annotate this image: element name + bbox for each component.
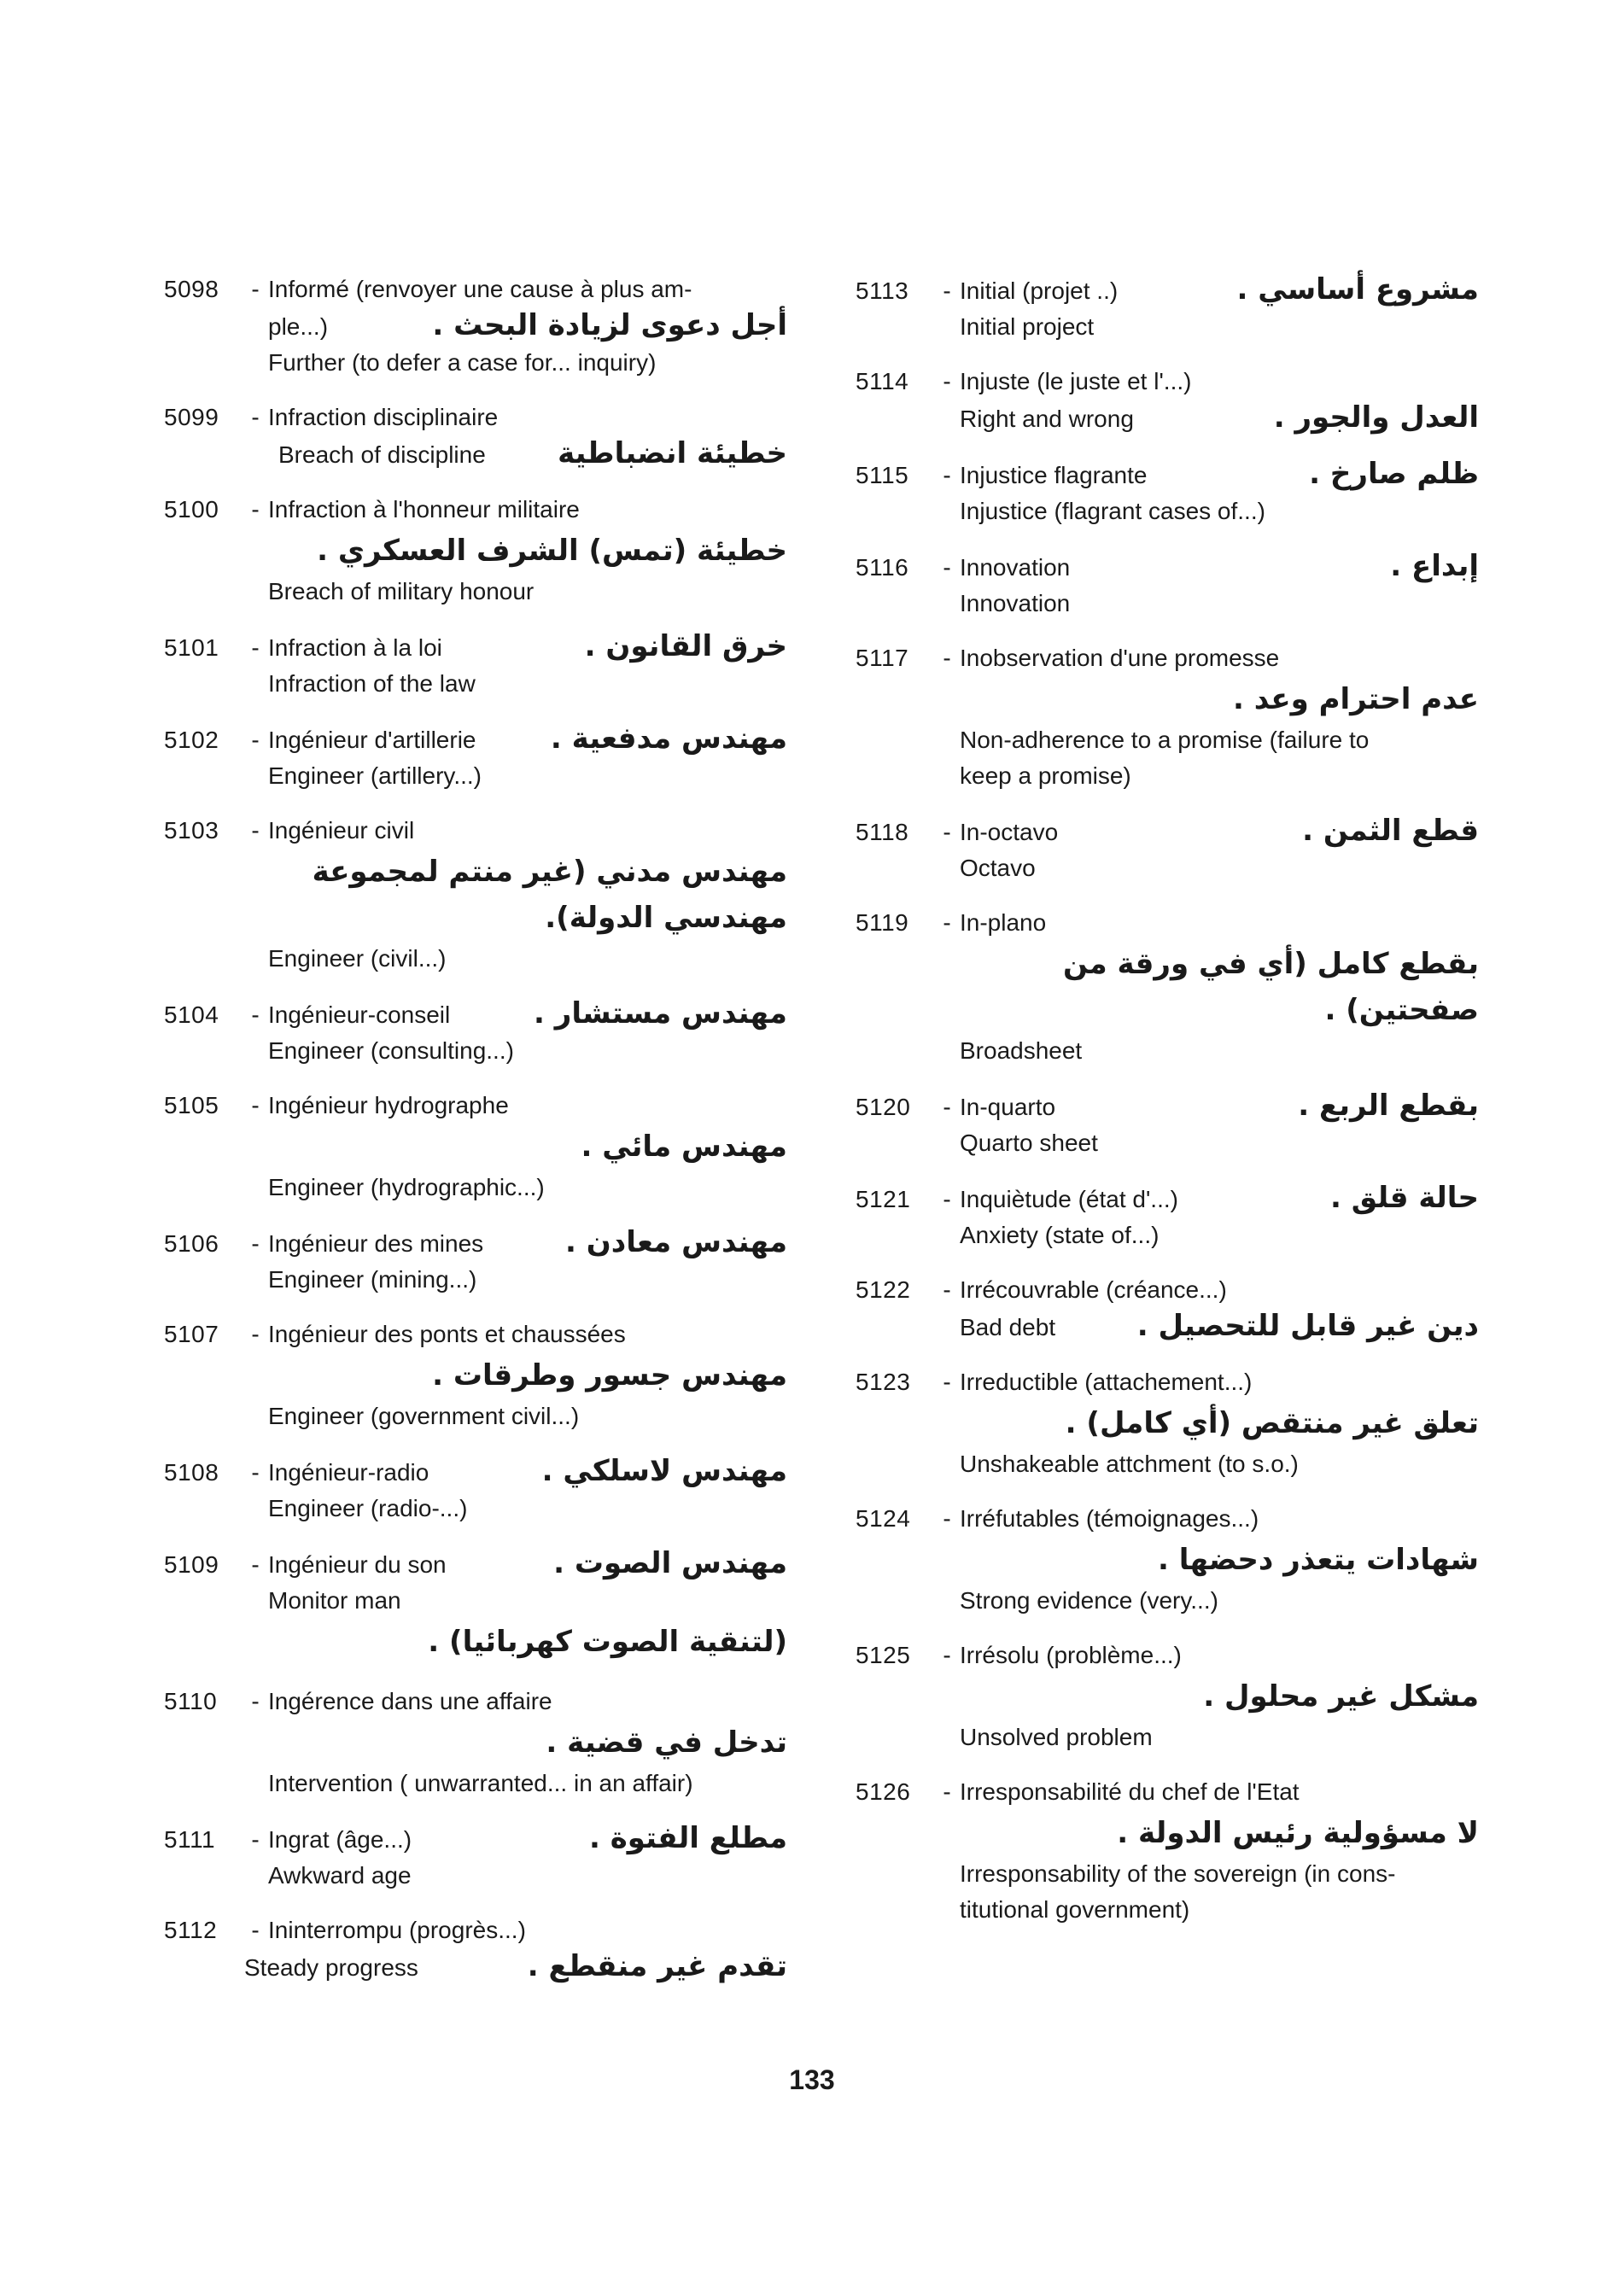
french-term: In-octavo (960, 819, 1059, 845)
entry-5119 (856, 905, 1479, 1069)
entry-separator: - (943, 368, 951, 394)
english-term-continued: titutional government) (960, 1896, 1190, 1923)
english-term: Engineer (civil...) (268, 945, 447, 972)
entry-number: 5109 (164, 1551, 219, 1578)
english-term: Engineer (mining...) (268, 1266, 477, 1293)
entry-separator: - (943, 645, 951, 671)
arabic-term: إبداع . (1390, 549, 1479, 583)
english-term: Intervention ( unwarranted... in an affair) (268, 1770, 693, 1796)
entry-5117 (856, 640, 1479, 794)
french-term: Irreductible (attachement...) (960, 1369, 1253, 1395)
english-term: Broadsheet (960, 1037, 1083, 1064)
english-term: Bad debt (960, 1314, 1056, 1340)
entry-separator: - (943, 1276, 951, 1303)
english-term: Initial project (960, 313, 1095, 340)
english-term: Engineer (hydrographic...) (268, 1174, 545, 1200)
arabic-term: خطيئة (تمس) الشرف العسكري . (317, 534, 787, 568)
arabic-term: مهندس معادن . (565, 1225, 787, 1259)
entry-5118 (856, 813, 1479, 886)
entry-5101 (164, 628, 787, 702)
arabic-term: مطلع الفتوة . (588, 1821, 787, 1855)
english-term-continued: keep a promise) (960, 762, 1131, 789)
french-term: Ingénieur civil (268, 817, 415, 844)
entry-number: 5120 (856, 1094, 911, 1120)
french-term: Infraction disciplinaire (268, 404, 499, 430)
arabic-term: مهندس مدني (غير منتم لمجموعة مهندسي الدولة). (312, 855, 787, 935)
arabic-term: العدل والجور . (1273, 400, 1479, 435)
french-term: Ingénieur des mines (268, 1230, 484, 1257)
entry-number: 5117 (856, 645, 909, 671)
french-term: Ingérence dans une affaire (268, 1688, 552, 1714)
entry-number: 5111 (164, 1826, 216, 1853)
entry-separator: - (943, 554, 951, 581)
english-term: Engineer (radio-...) (268, 1495, 468, 1521)
french-term: Inobservation d'une promesse (960, 645, 1280, 671)
entry-number: 5121 (856, 1186, 911, 1212)
entry-5113 (856, 272, 1479, 345)
entry-number: 5119 (856, 909, 909, 936)
entry-separator: - (251, 1459, 260, 1486)
entry-separator: - (251, 1551, 260, 1578)
french-term: Infraction à la loi (268, 634, 442, 661)
french-term: Irréfutables (témoignages...) (960, 1505, 1259, 1532)
entry-5115 (856, 456, 1479, 529)
english-term: Infraction of the law (268, 670, 476, 697)
arabic-term: دين غير قابل للتحصيل . (1136, 1309, 1479, 1343)
french-term: Informé (renvoyer une cause à plus am- (268, 276, 692, 302)
entry-separator: - (943, 462, 951, 488)
entry-5120 (856, 1088, 1479, 1161)
entry-number: 5108 (164, 1459, 219, 1486)
entry-separator: - (251, 817, 260, 844)
arabic-term: أجل دعوى لزيادة البحث . (432, 308, 787, 342)
entry-number: 5103 (164, 817, 219, 844)
english-term: Right and wrong (960, 406, 1134, 432)
entry-separator: - (943, 277, 951, 304)
entry-separator: - (251, 404, 260, 430)
arabic-term: لا مسؤولية رئيس الدولة . (1117, 1816, 1479, 1850)
entry-5108 (164, 1453, 787, 1527)
english-term: Further (to defer a case for... inquiry) (268, 349, 657, 376)
entry-5112 (164, 1912, 787, 1986)
entry-separator: - (251, 1001, 260, 1028)
arabic-term: خرق القانون . (584, 629, 787, 663)
english-term: Injustice (flagrant cases of...) (960, 498, 1265, 524)
entry-5105 (164, 1088, 787, 1206)
french-term: Ingénieur des ponts et chaussées (268, 1321, 626, 1347)
french-term: Injustice flagrante (960, 462, 1148, 488)
arabic-term: مهندس الصوت . (553, 1546, 787, 1580)
arabic-term: حالة قلق . (1329, 1181, 1479, 1215)
english-term: Breach of discipline (278, 441, 486, 468)
entry-number: 5110 (164, 1688, 218, 1714)
entry-number: 5098 (164, 276, 219, 302)
entry-separator: - (943, 1505, 951, 1532)
english-term: Non-adherence to a promise (failure to (960, 727, 1370, 753)
english-term: Strong evidence (very...) (960, 1587, 1218, 1614)
french-term: Ingénieur hydrographe (268, 1092, 509, 1118)
entry-number: 5105 (164, 1092, 219, 1118)
arabic-term: مهندس جسور وطرقات . (432, 1358, 787, 1393)
french-term: Ingénieur-radio (268, 1459, 429, 1486)
english-term: Steady progress (244, 1954, 418, 1981)
arabic-term: بقطع كامل (أي في ورقة من صفحتين) . (1063, 947, 1479, 1027)
english-term: Irresponsability of the sovereign (in cons- (960, 1860, 1396, 1887)
entry-separator: - (251, 276, 260, 302)
english-term: Breach of military honour (268, 578, 535, 604)
entry-5125 (856, 1638, 1479, 1755)
entry-number: 5122 (856, 1276, 911, 1303)
english-term: Engineer (government civil...) (268, 1403, 580, 1429)
entry-number: 5124 (856, 1505, 911, 1532)
arabic-term: مشروع أساسي . (1236, 272, 1479, 307)
arabic-term: تعلق غير منتقص (أي كامل) . (1065, 1406, 1479, 1440)
english-term: Monitor man (268, 1587, 401, 1614)
entry-number: 5104 (164, 1001, 219, 1028)
arabic-term: تدخل في قضية . (546, 1725, 787, 1760)
entry-number: 5125 (856, 1642, 911, 1668)
french-term: Irrésolu (problème...) (960, 1642, 1182, 1668)
entry-number: 5099 (164, 404, 219, 430)
entry-separator: - (251, 1688, 260, 1714)
entry-5116 (856, 548, 1479, 622)
arabic-term: مهندس مستشار . (534, 996, 787, 1031)
entry-5114 (856, 364, 1479, 437)
entry-number: 5102 (164, 727, 219, 753)
entry-separator: - (943, 909, 951, 936)
entry-number: 5118 (856, 819, 909, 845)
right-column (856, 272, 1479, 1947)
arabic-term: بقطع الربع . (1298, 1089, 1479, 1123)
french-term: Irresponsabilité du chef de l'Etat (960, 1778, 1300, 1805)
entry-separator: - (251, 1230, 260, 1257)
entry-5111 (164, 1820, 787, 1894)
entry-number: 5116 (856, 554, 909, 581)
entry-5100 (164, 492, 787, 610)
entry-separator: - (943, 1094, 951, 1120)
arabic-term: مشكل غير محلول . (1203, 1679, 1479, 1714)
entry-separator: - (943, 1186, 951, 1212)
entry-separator: - (251, 1092, 260, 1118)
entry-separator: - (943, 1369, 951, 1395)
entry-separator: - (251, 634, 260, 661)
entry-5124 (856, 1501, 1479, 1619)
entry-number: 5114 (856, 368, 909, 394)
entry-5099 (164, 400, 787, 473)
entry-separator: - (943, 1778, 951, 1805)
entry-number: 5107 (164, 1321, 219, 1347)
english-term: Engineer (artillery...) (268, 762, 482, 789)
entry-number: 5123 (856, 1369, 911, 1395)
french-term: Ininterrompu (progrès...) (268, 1917, 526, 1943)
english-term: Anxiety (state of...) (960, 1222, 1160, 1248)
arabic-term: قطع الثمن . (1302, 814, 1479, 848)
arabic-term: تقدم غير منقطع . (527, 1949, 787, 1983)
entry-number: 5106 (164, 1230, 219, 1257)
entry-separator: - (943, 819, 951, 845)
arabic-term: مهندس مائي . (581, 1130, 787, 1164)
english-term: Innovation (960, 590, 1071, 616)
entry-5107 (164, 1317, 787, 1434)
french-term: Irrécouvrable (créance...) (960, 1276, 1227, 1303)
arabic-term: شهادات يتعذر دحضها . (1157, 1543, 1479, 1577)
entry-number: 5126 (856, 1778, 911, 1805)
french-term: Ingénieur d'artillerie (268, 727, 476, 753)
arabic-term: ظلم صارخ . (1309, 457, 1479, 491)
arabic-term: خطيئة انضباطية (558, 436, 787, 470)
arabic-term: عدم احترام وعد . (1233, 682, 1479, 716)
entry-number: 5100 (164, 496, 219, 523)
french-term: Initial (projet ..) (960, 277, 1119, 304)
entry-separator: - (251, 727, 260, 753)
english-term: Quarto sheet (960, 1130, 1098, 1156)
entry-number: 5112 (164, 1917, 218, 1943)
french-term: Inquiètude (état d'...) (960, 1186, 1178, 1212)
french-term: Ingénieur du son (268, 1551, 447, 1578)
page-number: 133 (789, 2064, 835, 2095)
entry-5102 (164, 721, 787, 794)
french-term: In-quarto (960, 1094, 1056, 1120)
entry-5126 (856, 1774, 1479, 1928)
entry-number: 5115 (856, 462, 909, 488)
entry-number: 5113 (856, 277, 909, 304)
arabic-note: (لتنقية الصوت كهربائيا) . (428, 1625, 787, 1659)
english-term: Awkward age (268, 1862, 412, 1889)
french-term: Ingénieur-conseil (268, 1001, 451, 1028)
entry-number: 5101 (164, 634, 219, 661)
entry-separator: - (251, 496, 260, 523)
entry-5122 (856, 1272, 1479, 1346)
entry-5109 (164, 1545, 787, 1665)
entry-5104 (164, 996, 787, 1069)
french-term: Innovation (960, 554, 1071, 581)
arabic-term: مهندس مدفعية . (550, 721, 787, 756)
french-term: Infraction à l'honneur militaire (268, 496, 580, 523)
entry-5103 (164, 813, 787, 977)
french-term: In-plano (960, 909, 1047, 936)
english-term: Unshakeable attchment (to s.o.) (960, 1451, 1299, 1477)
entry-5123 (856, 1364, 1479, 1482)
french-term: Ingrat (âge...) (268, 1826, 412, 1853)
entry-5098 (164, 272, 787, 381)
left-column (164, 272, 787, 2005)
arabic-term: مهندس لاسلكي . (541, 1454, 787, 1488)
french-term: Injuste (le juste et l'...) (960, 368, 1192, 394)
english-term: Engineer (consulting...) (268, 1037, 514, 1064)
entry-5106 (164, 1224, 787, 1298)
french-term-continued: ple...) (268, 313, 329, 340)
entry-separator: - (943, 1642, 951, 1668)
entry-5121 (856, 1180, 1479, 1253)
english-term: Unsolved problem (960, 1724, 1153, 1750)
entry-separator: - (251, 1826, 260, 1853)
entry-5110 (164, 1684, 787, 1801)
english-term: Octavo (960, 855, 1036, 881)
entry-separator: - (251, 1321, 260, 1347)
entry-separator: - (251, 1917, 260, 1943)
